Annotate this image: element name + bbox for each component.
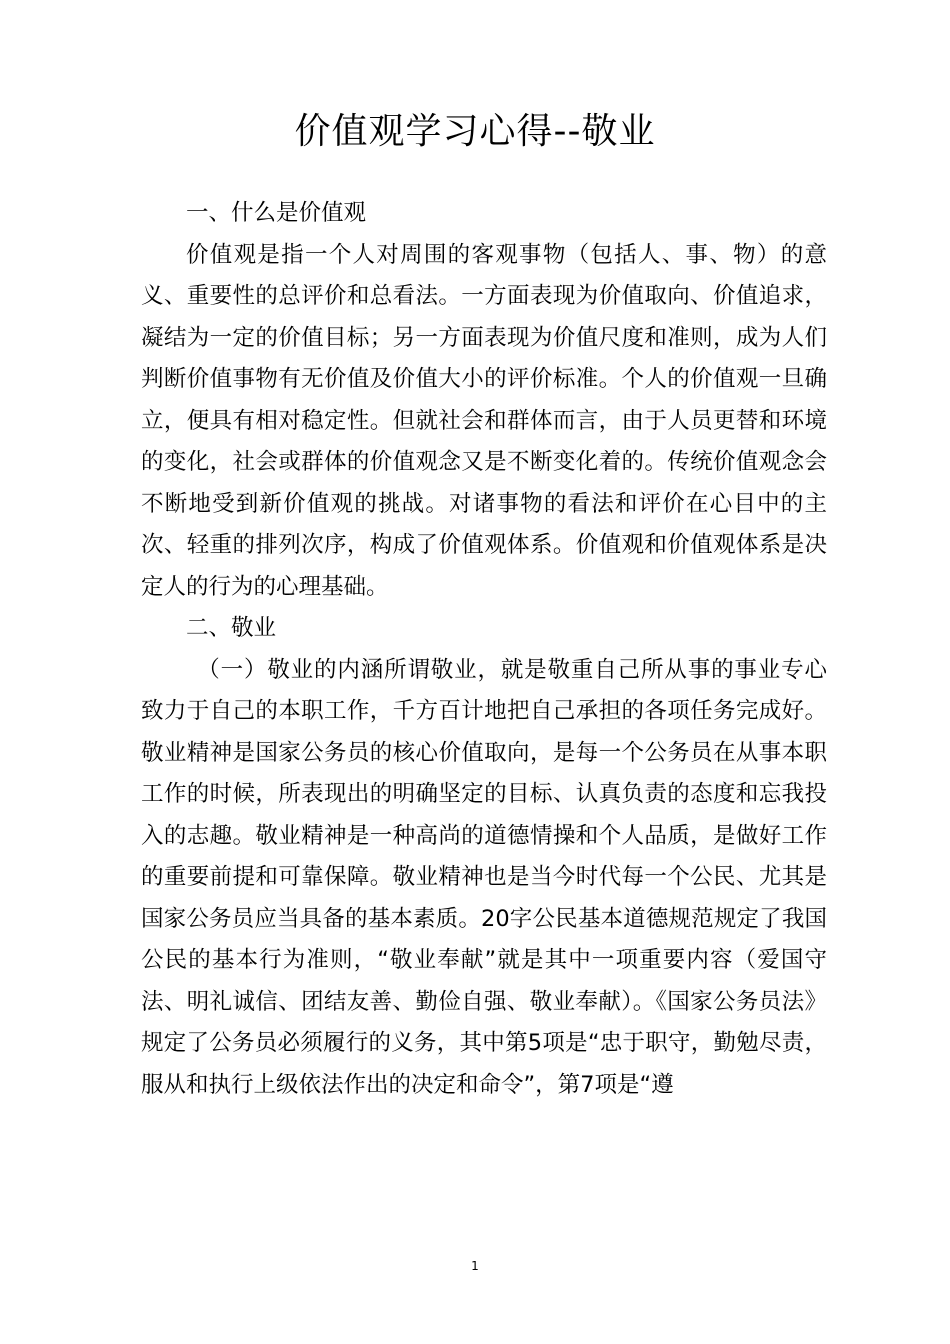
section-heading-dedication: 二、敬业 bbox=[186, 615, 277, 641]
page-number: 1 bbox=[471, 1259, 479, 1273]
paragraph-dedication-meaning: （一）敬业的内涵所谓敬业，就是敬重自己所从事的事业专心致力于自己的本职工作，千方百计地把自己承担的各项任务完成好。敬业精神是国家公务员的核心价值取向，是每一个公务员在从事本职工作的时候，所表现出的明确坚定的目标、认真负责的态度和忘我投入的志趣。敬业精神是一种高尚的道德情操和个人品质，是做好工作的重要前提和可靠保障。敬业精神也是当今时代每一个公民、尤其是国家公务员应当具备的基本素质。20字公民基本道德规范规定了我国公民的基本行为准则，“敬业奉献”就是其中一项重要内容（爱国守法、明礼诚信、团结友善、勤俭自强、敬业奉献）。《国家公务员法》规定了公务员必须履行的义务，其中第5项是“忠于职守，勤勉尽责，服从和执行上级依法作出的决定和命令”，第7项是“遵 bbox=[141, 656, 827, 1098]
document-body bbox=[141, 193, 827, 1106]
section-heading-what-is-values: 一、什么是价值观 bbox=[186, 200, 367, 226]
document-title: 价值观学习心得--敬业 bbox=[294, 111, 656, 152]
paragraph-values-definition: 价值观是指一个人对周围的客观事物（包括人、事、物）的意义、重要性的总评价和总看法。一方面表现为价值取向、价值追求，凝结为一定的价值目标；另一方面表现为价值尺度和准则，成为人们判断价值事物有无价值及价值大小的评价标准。个人的价值观一旦确立，便具有相对稳定性。但就社会和群体而言，由于人员更替和环境的变化，社会或群体的价值观念又是不断变化着的。传统价值观念会不断地受到新价值观的挑战。对诸事物的看法和评价在心目中的主次、轻重的排列次序，构成了价值观体系。价值观和价值观体系是决定人的行为的心理基础。 bbox=[141, 241, 827, 600]
